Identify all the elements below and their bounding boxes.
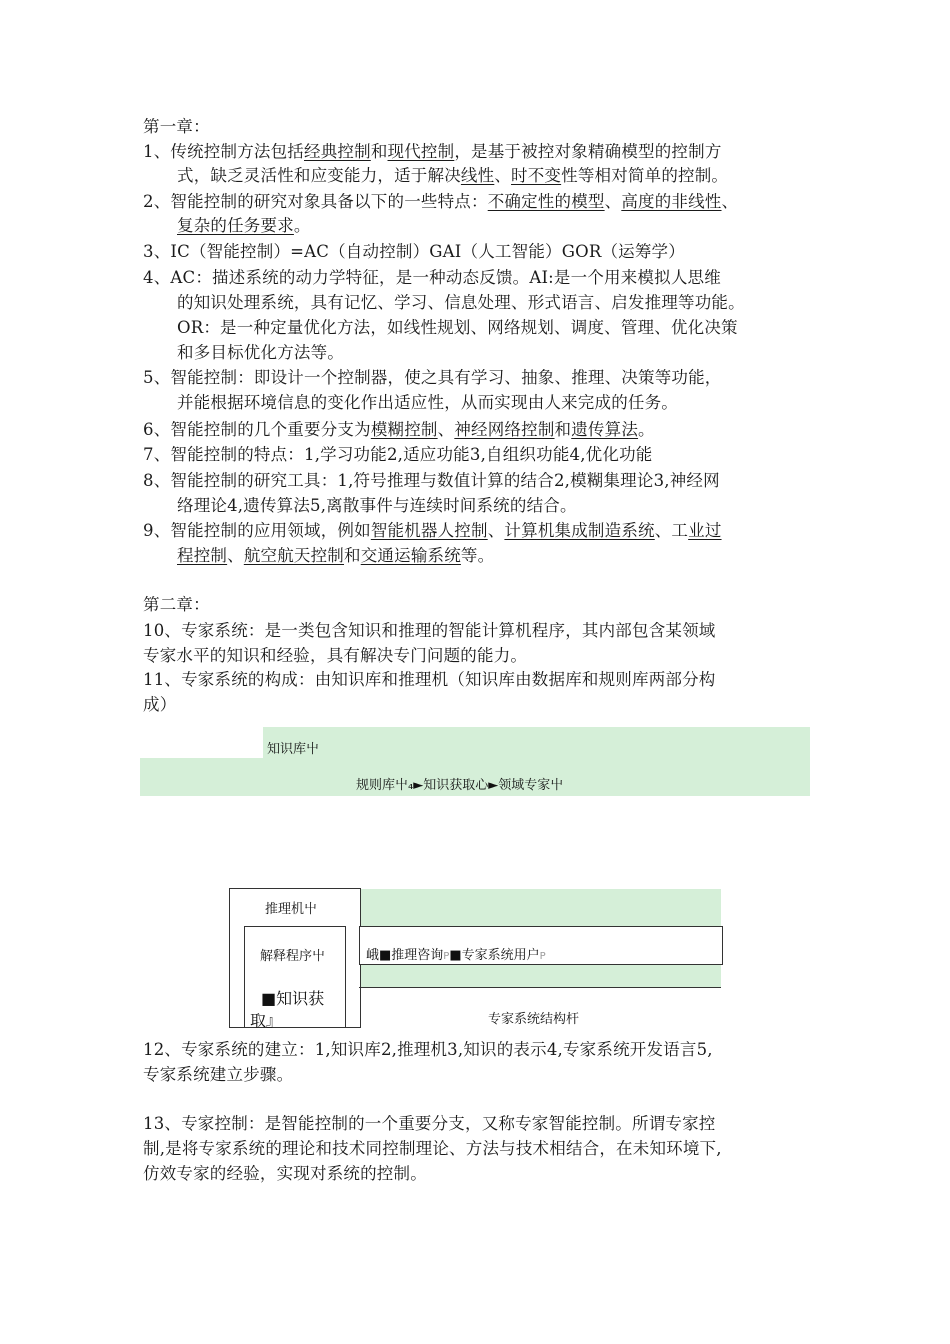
consult-flow-label: 峨■推理咨询P■专家系统用户P bbox=[366, 948, 546, 963]
text-run: 、 bbox=[721, 192, 739, 211]
text-run: 等。 bbox=[460, 546, 495, 565]
item-7-line-1 bbox=[143, 445, 652, 465]
text-run: 、 bbox=[437, 420, 455, 439]
item-8-line-2 bbox=[177, 496, 577, 516]
item-12-line-2: 专家系统建立步骤。 bbox=[143, 1065, 294, 1084]
text-run: 和 bbox=[344, 546, 361, 565]
item-11-line-2: 成） bbox=[143, 695, 177, 714]
item-3-line-1 bbox=[143, 242, 685, 262]
item-4-line-3 bbox=[177, 318, 738, 338]
text-run: 、 bbox=[604, 192, 622, 211]
inference-engine-label: 推理机屮 bbox=[265, 902, 318, 917]
text-run: 络理论4,遗传算法5,离散事件与连续时间系统的结合。 bbox=[177, 496, 577, 515]
item-6-line-1 bbox=[143, 420, 655, 440]
rules-flow-label: 规则库屮₄►知识获取心►领域专家屮 bbox=[356, 778, 564, 793]
underlined-term: 程控制 bbox=[177, 546, 228, 565]
underlined-term: 航空航天控制 bbox=[243, 546, 345, 565]
underlined-term: 经典控制 bbox=[304, 142, 371, 161]
middle-band bbox=[359, 964, 721, 987]
item-1-line-1 bbox=[143, 142, 722, 162]
text-run: 。 bbox=[293, 216, 311, 235]
underlined-term: 不确定性的模型 bbox=[487, 192, 605, 211]
item-9-line-2 bbox=[177, 546, 494, 566]
item-2-line-2 bbox=[177, 216, 311, 236]
text-run: 4、AC：描述系统的动力学特征，是一种动态反馈。AI:是一个用来模拟人思维 bbox=[143, 268, 721, 287]
text-run: 8、智能控制的研究工具：1,符号推理与数值计算的结合2,模糊集理论3,神经网 bbox=[143, 471, 720, 490]
explanation-program-label: 解释程序屮 bbox=[260, 949, 326, 964]
item-13-line-3: 仿效专家的经验，实现对系统的控制。 bbox=[143, 1164, 427, 1183]
chapter-2-heading: 第二章： bbox=[143, 595, 210, 614]
item-9-line-1 bbox=[143, 521, 722, 541]
knowledge-acquisition-label-1: ■知识获 bbox=[261, 989, 325, 1008]
text-run: ，是基于被控对象精确模型的控制方 bbox=[454, 142, 722, 161]
text-run: 9、智能控制的应用领域，例如 bbox=[143, 521, 371, 540]
item-4-line-4 bbox=[177, 343, 344, 363]
text-run: 7、智能控制的特点：1,学习功能2,适应功能3,自组织功能4,优化功能 bbox=[143, 445, 653, 464]
underlined-term: 线性 bbox=[460, 166, 495, 185]
underlined-term: 复杂的任务要求 bbox=[177, 216, 294, 235]
text-run: 和多目标优化方法等。 bbox=[177, 343, 344, 362]
underlined-term: 高度的非线性 bbox=[621, 192, 722, 211]
item-11-line-1: 11、专家系统的构成：由知识库和推理机（知识库由数据库和规则库两部分构 bbox=[143, 670, 716, 689]
text-run: 性等相对简单的控制。 bbox=[561, 166, 729, 185]
text-run: 6、智能控制的几个重要分支为 bbox=[143, 420, 371, 439]
text-run: 式，缺乏灵活性和应变能力，适于解决 bbox=[177, 166, 461, 185]
text-run: 2、智能控制的研究对象具备以下的一些特点： bbox=[143, 192, 488, 211]
text-run: 和 bbox=[554, 420, 572, 439]
item-8-line-1 bbox=[143, 471, 720, 491]
item-12-line-1: 12、专家系统的建立：1,知识库2,推理机3,知识的表示4,专家系统开发语言5, bbox=[143, 1040, 713, 1059]
underlined-term: 时不变 bbox=[511, 166, 562, 185]
knowledge-acquisition-label-2: 取』 bbox=[250, 1011, 283, 1030]
kb-top-band bbox=[263, 727, 810, 759]
text-run: 、 bbox=[487, 521, 505, 540]
underlined-term: 智能机器人控制 bbox=[370, 521, 488, 540]
knowledge-base-label: 知识库屮 bbox=[267, 742, 320, 757]
text-run: OR：是一种定量优化方法，如线性规划、网络规划、调度、管理、优化决策 bbox=[177, 318, 738, 337]
text-run: 、工 bbox=[654, 521, 689, 540]
item-10-line-1: 10、专家系统：是一类包含知识和推理的智能计算机程序，其内部包含某领域 bbox=[143, 621, 716, 640]
item-2-line-1 bbox=[143, 192, 738, 212]
item-13-line-1: 13、专家控制：是智能控制的一个重要分支，又称专家智能控制。所谓专家控 bbox=[143, 1114, 716, 1133]
underlined-term: 业过 bbox=[688, 521, 722, 540]
chapter-1-heading: 第一章： bbox=[143, 117, 210, 136]
text-run: 1、传统控制方法包括 bbox=[143, 142, 304, 161]
divider-line bbox=[359, 987, 721, 988]
underlined-term: 交通运输系统 bbox=[360, 546, 461, 565]
text-run: 、 bbox=[227, 546, 244, 565]
underlined-term: 模糊控制 bbox=[370, 420, 438, 439]
text-run: 的知识处理系统，具有记忆、学习、信息处理、形式语言、启发推理等功能。 bbox=[177, 293, 745, 312]
underlined-term: 现代控制 bbox=[387, 142, 455, 161]
underlined-term: 神经网络控制 bbox=[454, 420, 555, 439]
item-5-line-1 bbox=[143, 368, 722, 388]
text-run: 和 bbox=[370, 142, 388, 161]
text-run: 5、智能控制：即设计一个控制器，使之具有学习、抽象、推理、决策等功能， bbox=[143, 368, 722, 387]
underlined-term: 计算机集成制造系统 bbox=[504, 521, 655, 540]
text-run: 、 bbox=[494, 166, 512, 185]
structure-caption: 专家系统结构杆 bbox=[488, 1012, 580, 1027]
item-4-line-2 bbox=[177, 293, 745, 313]
text-run: 3、IC（智能控制）=AC（自动控制）GAI（人工智能）GOR（运筹学） bbox=[143, 242, 685, 261]
item-10-line-2: 专家水平的知识和经验，具有解决专门问题的能力。 bbox=[143, 646, 528, 665]
text-run: 并能根据环境信息的变化作出适应性，从而实现由人来完成的任务。 bbox=[177, 393, 678, 412]
engine-band bbox=[359, 889, 721, 926]
text-run: 。 bbox=[638, 420, 655, 439]
item-5-line-2 bbox=[177, 393, 678, 413]
item-4-line-1 bbox=[143, 268, 721, 288]
item-13-line-2: 制,是将专家系统的理论和技术同控制理论、方法与技术相结合，在未知环境下, bbox=[143, 1139, 722, 1158]
underlined-term: 遗传算法 bbox=[571, 420, 639, 439]
item-1-line-2 bbox=[177, 166, 728, 186]
